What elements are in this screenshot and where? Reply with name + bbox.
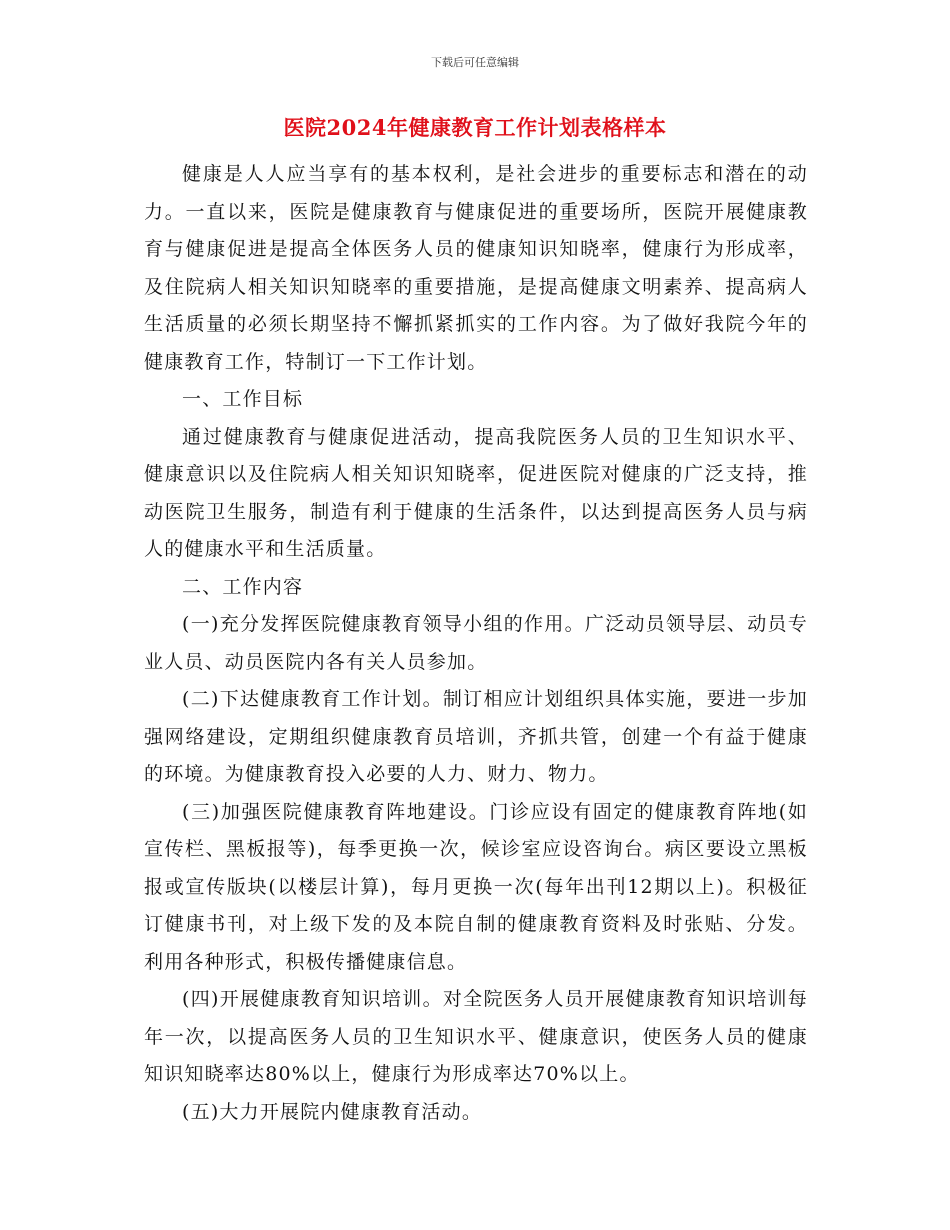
content-item-2: (二)下达健康教育工作计划。制订相应计划组织具体实施，要进一步加强网络建设，定期组织健康教育员培训，齐抓共管，创建一个有益于健康的环境。为健康教育投入必要的人力、财力、物力。 [144, 688, 808, 785]
section-heading-goals: 一、工作目标 [182, 388, 304, 410]
goals-paragraph: 通过健康教育与健康促进活动，提高我院医务人员的卫生知识水平、健康意识以及住院病人相关知识知晓率，促进医院对健康的广泛支持，推动医院卫生服务，制造有利于健康的生活条件，以达到提高医务人员与病人的健康水平和生活质量。 [144, 425, 808, 560]
content-item-3: (三)加强医院健康教育阵地建设。门诊应设有固定的健康教育阵地(如宣传栏、黑板报等)，每季更换一次，候诊室应设咨询台。病区要设立黑板报或宣传版块(以楼层计算)，每月更换一次(每年出刊12期以上)。积极征订健康书刊，对上级下发的及本院自制的健康教育资料及时张贴、分发。利用各种形式，积极传播健康信息。 [144, 800, 808, 973]
content-item-1: (一)充分发挥医院健康教育领导小组的作用。广泛动员领导层、动员专业人员、动员医院内各有关人员参加。 [144, 613, 808, 673]
intro-paragraph: 健康是人人应当享有的基本权利，是社会进步的重要标志和潜在的动力。一直以来，医院是健康教育与健康促进的重要场所，医院开展健康教育与健康促进是提高全体医务人员的健康知识知晓率，健康行为形成率，及住院病人相关知识知晓率的重要措施，是提高健康文明素养、提高病人生活质量的必须长期坚持不懈抓紧抓实的工作内容。为了做好我院今年的健康教育工作，特制订一下工作计划。 [144, 163, 808, 373]
content-item-4: (四)开展健康教育知识培训。对全院医务人员开展健康教育知识培训每年一次，以提高医务人员的卫生知识水平、健康意识，使医务人员的健康知识知晓率达80%以上，健康行为形成率达70%以上。 [144, 988, 808, 1085]
document-body [144, 156, 808, 1131]
document-title: 医院2024年健康教育工作计划表格样本 [283, 115, 667, 140]
header-note: 下载后可任意编辑 [431, 56, 519, 69]
content-item-5: (五)大力开展院内健康教育活动。 [182, 1100, 483, 1123]
section-heading-content: 二、工作内容 [182, 575, 304, 598]
